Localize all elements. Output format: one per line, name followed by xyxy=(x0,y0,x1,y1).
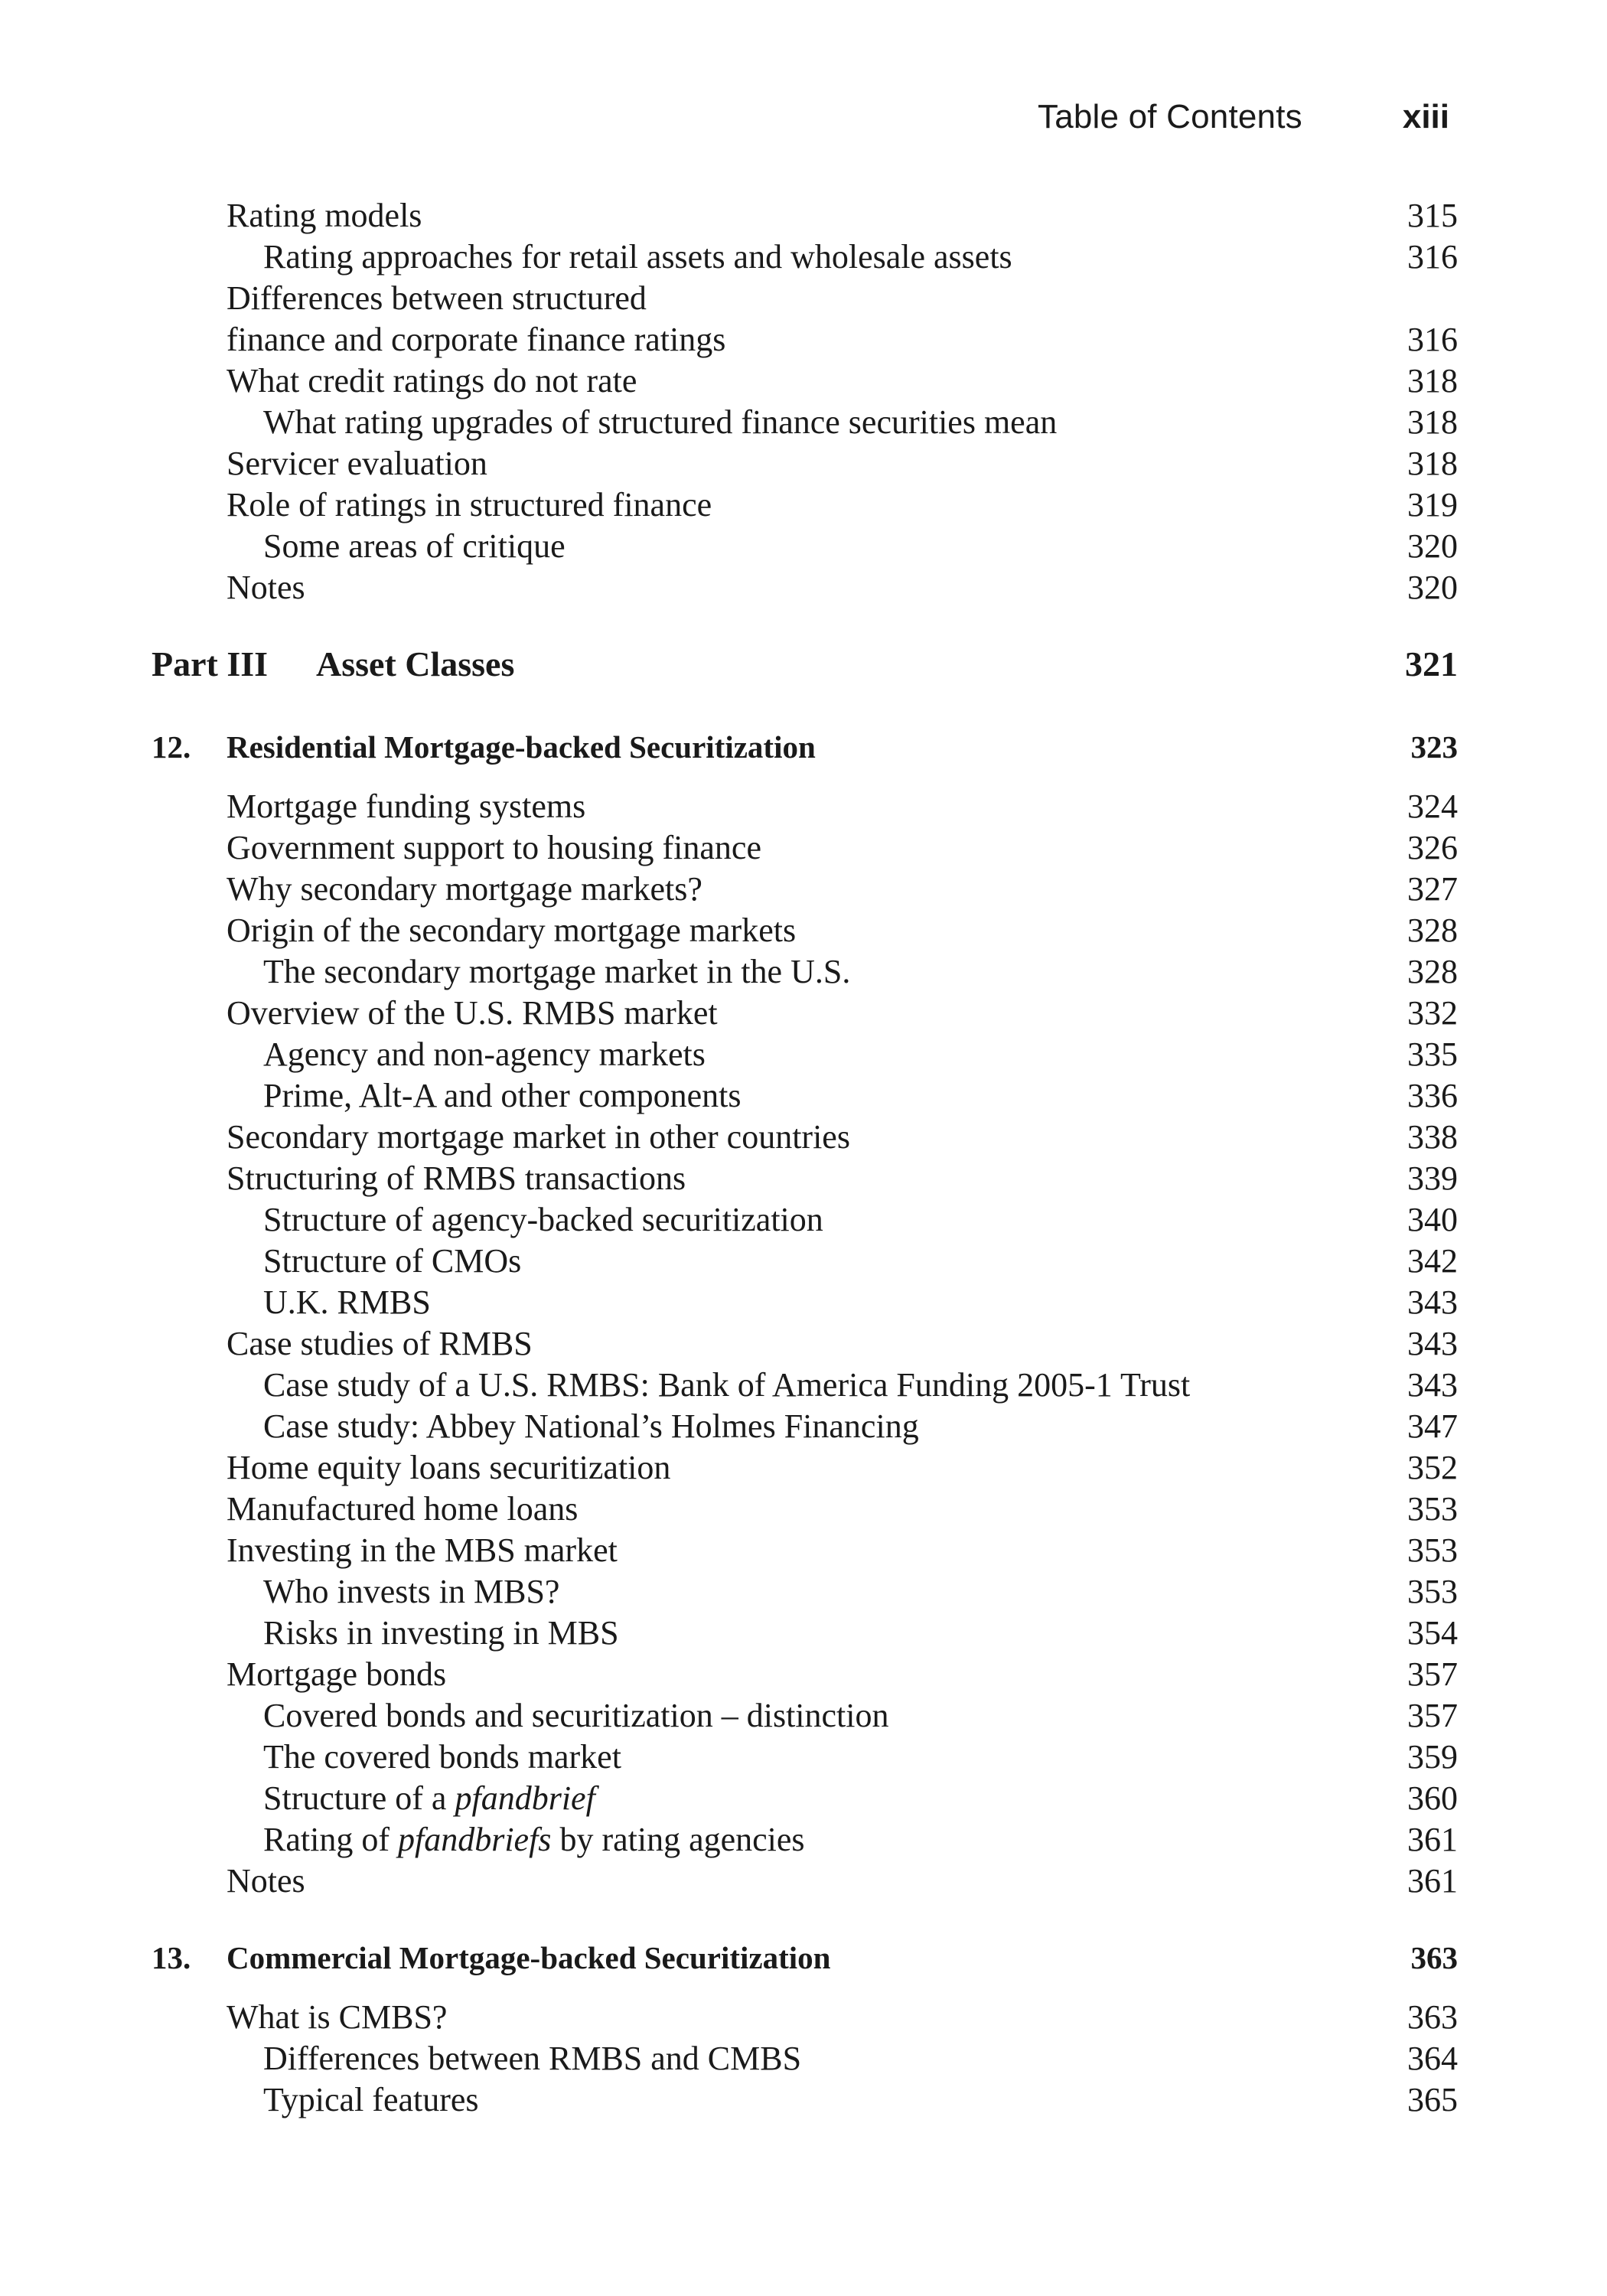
toc-entry xyxy=(0,194,1607,237)
toc-subentry xyxy=(0,1199,1607,1241)
toc-entry-title: Notes xyxy=(227,1862,305,1900)
toc-entry-page: 357 xyxy=(1407,1697,1458,1734)
toc-subentry xyxy=(0,1033,1607,1076)
toc-entry xyxy=(0,1488,1607,1531)
toc-entry-title: Origin of the secondary mortgage markets xyxy=(227,912,797,949)
toc-entry-title: finance and corporate finance ratings xyxy=(227,321,726,358)
toc-entry xyxy=(0,1116,1607,1159)
toc-entry-page: 328 xyxy=(1407,912,1458,949)
toc-entry-title: Manufactured home loans xyxy=(227,1490,579,1528)
toc-entry xyxy=(0,277,1607,320)
toc-entry-page: 332 xyxy=(1407,994,1458,1032)
toc-entry-title: Who invests in MBS? xyxy=(263,1573,560,1610)
toc-entry-title: Structuring of RMBS transactions xyxy=(227,1159,686,1197)
toc-entry-page: 318 xyxy=(1407,445,1458,482)
toc-entry-title: Typical features xyxy=(263,2081,479,2118)
toc-entry-title: Some areas of critique xyxy=(263,527,566,565)
toc-entry-page: 343 xyxy=(1407,1325,1458,1362)
toc-entry-title: Prime, Alt-A and other components xyxy=(263,1077,742,1114)
toc-entry xyxy=(0,1860,1607,1903)
toc-entry-title: Structure of CMOs xyxy=(263,1242,522,1280)
toc-entry-title: Rating models xyxy=(227,197,422,234)
chapter-number: 12. xyxy=(152,729,191,765)
toc-entry-text: Rating of xyxy=(263,1821,398,1858)
toc-subentry xyxy=(0,1777,1607,1820)
toc-entry-page: 343 xyxy=(1407,1283,1458,1321)
toc-entry-page: 327 xyxy=(1407,870,1458,908)
toc-entry-page: 318 xyxy=(1407,403,1458,441)
toc-entry-title: Home equity loans securitization xyxy=(227,1449,671,1486)
toc-entry-title: Case study of a U.S. RMBS: Bank of America Funding 2005-1 Trust xyxy=(263,1366,1191,1404)
toc-entry-title: Agency and non-agency markets xyxy=(263,1035,706,1073)
toc-entry-page: 326 xyxy=(1407,829,1458,866)
toc-entry-page: 357 xyxy=(1407,1655,1458,1693)
chapter-title: Residential Mortgage-backed Securitization xyxy=(227,729,816,765)
toc-entry xyxy=(0,318,1607,361)
toc-entry xyxy=(0,1529,1607,1572)
toc-part-heading xyxy=(0,643,1607,686)
toc-subentry xyxy=(0,525,1607,568)
toc-entry-title: Case studies of RMBS xyxy=(227,1325,533,1362)
toc-entry-page: 336 xyxy=(1407,1077,1458,1114)
toc-entry-page: 316 xyxy=(1407,321,1458,358)
toc-entry xyxy=(0,1996,1607,2039)
toc-subentry xyxy=(0,2079,1607,2122)
toc-entry-page: 365 xyxy=(1407,2081,1458,2118)
toc-subentry xyxy=(0,1364,1607,1407)
toc-subentry xyxy=(0,401,1607,444)
toc-entry-page: 316 xyxy=(1407,238,1458,276)
toc-entry-page: 319 xyxy=(1407,486,1458,523)
toc-entry-title: Role of ratings in structured finance xyxy=(227,486,712,523)
toc-entry-title: Case study: Abbey National’s Holmes Financing xyxy=(263,1407,919,1445)
toc-entry-page: 321 xyxy=(1405,644,1458,683)
toc-entry xyxy=(0,992,1607,1035)
toc-entry-page: 328 xyxy=(1407,953,1458,990)
toc-entry-title: Servicer evaluation xyxy=(227,445,487,482)
toc-subentry xyxy=(0,236,1607,279)
toc-subentry xyxy=(0,1612,1607,1655)
toc-entry-title: U.K. RMBS xyxy=(263,1283,431,1321)
toc-entry-title: Differences between structured xyxy=(227,279,647,317)
toc-entry-page: 364 xyxy=(1407,2040,1458,2077)
toc-entry xyxy=(0,827,1607,869)
toc-entry xyxy=(0,1653,1607,1696)
page-number: xiii xyxy=(1402,98,1449,135)
toc-entry-page: 315 xyxy=(1407,197,1458,234)
toc-entry xyxy=(0,566,1607,609)
toc-entry-page: 360 xyxy=(1407,1779,1458,1817)
toc-entry-page: 363 xyxy=(1410,1940,1458,1975)
toc-entry-page: 323 xyxy=(1410,729,1458,765)
toc-entry-page: 342 xyxy=(1407,1242,1458,1280)
running-head-title: Table of Contents xyxy=(1038,98,1302,135)
toc-entry-page: 352 xyxy=(1407,1449,1458,1486)
toc-entry-title: The secondary mortgage market in the U.S. xyxy=(263,953,851,990)
toc-subentry xyxy=(0,1281,1607,1324)
toc-subentry xyxy=(0,2037,1607,2080)
toc-subentry xyxy=(0,1818,1607,1861)
toc-entry-page: 361 xyxy=(1407,1862,1458,1900)
toc-entry-page: 361 xyxy=(1407,1821,1458,1858)
running-head xyxy=(1038,98,1451,144)
toc-entry-italic-term: pfandbriefs xyxy=(397,1821,552,1858)
toc-entry-page: 363 xyxy=(1407,1998,1458,2036)
toc-subentry xyxy=(0,1694,1607,1737)
toc-entry-title: Rating approaches for retail assets and wholesale assets xyxy=(263,238,1012,276)
part-title: Asset Classes xyxy=(316,644,515,683)
toc-entry-page: 354 xyxy=(1407,1614,1458,1652)
chapter-title: Commercial Mortgage-backed Securitization xyxy=(227,1940,831,1975)
toc-entry-title: Why secondary mortgage markets? xyxy=(227,870,702,908)
toc-entry-italic-term: pfandbrief xyxy=(455,1779,595,1817)
toc-subentry xyxy=(0,1240,1607,1283)
toc-entry-title: Mortgage bonds xyxy=(227,1655,447,1693)
toc-subentry xyxy=(0,1736,1607,1779)
toc-chapter-heading xyxy=(0,726,1607,768)
toc-entry-title: Structure of agency-backed securitization xyxy=(263,1201,823,1238)
toc-entry-title: Mortgage funding systems xyxy=(227,788,586,825)
toc-entry xyxy=(0,868,1607,911)
toc-subentry xyxy=(0,1570,1607,1613)
toc-entry-page: 343 xyxy=(1407,1366,1458,1404)
toc-entry-page: 353 xyxy=(1407,1490,1458,1528)
toc-entry-page: 359 xyxy=(1407,1738,1458,1776)
toc-entry xyxy=(0,785,1607,828)
toc-entry-title: Notes xyxy=(227,569,305,606)
part-number: Part III xyxy=(152,644,269,683)
toc-subentry xyxy=(0,1405,1607,1448)
toc-entry xyxy=(0,1322,1607,1365)
toc-entry-page: 338 xyxy=(1407,1118,1458,1156)
chapter-number: 13. xyxy=(152,1940,191,1975)
toc-entry-title xyxy=(263,1777,595,1820)
toc-entry-page: 320 xyxy=(1407,527,1458,565)
toc-entry-title: Investing in the MBS market xyxy=(227,1531,618,1569)
toc-entry-page: 318 xyxy=(1407,362,1458,400)
toc-entry-title: Government support to housing finance xyxy=(227,829,761,866)
toc-entry-page: 353 xyxy=(1407,1531,1458,1569)
toc-entry xyxy=(0,360,1607,403)
toc-entry-title: Secondary mortgage market in other countries xyxy=(227,1118,850,1156)
toc-entry xyxy=(0,909,1607,952)
toc-entry-title xyxy=(263,1818,805,1861)
toc-entry xyxy=(0,1157,1607,1200)
toc-entry-title: What is CMBS? xyxy=(227,1998,448,2036)
toc-entry-page: 347 xyxy=(1407,1407,1458,1445)
toc-entry-page: 339 xyxy=(1407,1159,1458,1197)
toc-entry-page: 340 xyxy=(1407,1201,1458,1238)
toc-entry-page: 320 xyxy=(1407,569,1458,606)
toc-entry-title: Risks in investing in MBS xyxy=(263,1614,619,1652)
toc-entry-page: 335 xyxy=(1407,1035,1458,1073)
toc-entry-title: The covered bonds market xyxy=(263,1738,621,1776)
toc-entry-text-after: by rating agencies xyxy=(551,1821,805,1858)
toc-entry-text: Structure of a xyxy=(263,1779,455,1817)
toc-entry-title: Covered bonds and securitization – distinction xyxy=(263,1697,889,1734)
toc-entry-page: 353 xyxy=(1407,1573,1458,1610)
toc-entry xyxy=(0,1446,1607,1489)
toc-subentry xyxy=(0,1075,1607,1117)
toc-entry-title: What rating upgrades of structured finance securities mean xyxy=(263,403,1058,441)
toc-entry xyxy=(0,442,1607,485)
toc-entry xyxy=(0,484,1607,527)
toc-chapter-heading xyxy=(0,1936,1607,1979)
toc-entry-title: Overview of the U.S. RMBS market xyxy=(227,994,718,1032)
toc-subentry xyxy=(0,951,1607,993)
toc-entry-title: Differences between RMBS and CMBS xyxy=(263,2040,802,2077)
toc-entry-page: 324 xyxy=(1407,788,1458,825)
toc-entry-title: What credit ratings do not rate xyxy=(227,362,637,400)
